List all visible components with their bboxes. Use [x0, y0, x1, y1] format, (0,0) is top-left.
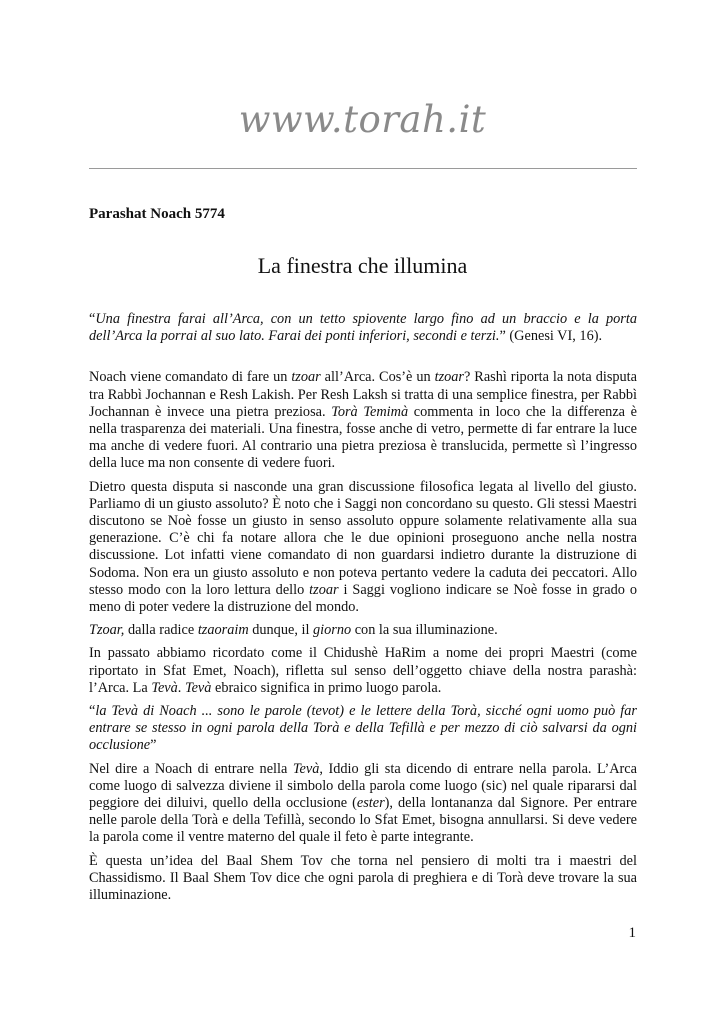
text-run-italic: giorno	[313, 622, 352, 639]
text-run-italic: Tevà	[184, 679, 212, 696]
text-run: ), della lontananza dal Signore. Per entrare nelle parole della Torà e della Tefillà, secondo lo Sfat Emet, bisogna annullarsi. Si deve vedere la parola come il ventre materno del quale il feto è parte integrante.	[89, 795, 637, 846]
article-body	[89, 311, 637, 910]
text-run: ebraico significa in primo luogo parola.	[211, 679, 442, 696]
parasha-label: Parashat Noach 5774	[89, 206, 225, 222]
text-run: dalla radice	[124, 622, 198, 639]
text-run: Noach viene comandato di fare un	[89, 369, 292, 386]
text-run: Dietro questa disputa si nasconde una gran discussione filosofica legata al livello del giusto. Parliamo di un giusto assoluto? È noto che i Saggi non concordano su questo. Gli stessi Maestri discutono se Noè fosse un giusto in senso assoluto oppure solamente relativamente alla sua generazione. C’è chi fa notare allora che le due opinioni proseguono anche nella nostra discussione. Lot infatti viene comandato di non guardarsi indietro durante la distruzione di Sodoma. Non era un giusto assoluto e non poteva pertanto vedere la caduta dei peccatori. Allo stesso modo con la loro lettura dello	[89, 478, 637, 598]
paragraph-1	[89, 369, 637, 472]
text-run-italic: ester	[356, 795, 385, 812]
text-run-italic: tzoar	[434, 369, 464, 386]
paragraph-4	[89, 645, 637, 697]
text-run: , Iddio gli sta dicendo di entrare nella parola. L’Arca come luogo di salvezza diviene il simbolo della parola come luogo (sic) nel quale ripararsi dal peggiore dei diluivi, quello della occlusione (	[89, 760, 637, 812]
text-run: i Saggi vogliono indicare se Noè fosse in grado o meno di poter vedere la distruzione del mondo.	[89, 581, 637, 616]
site-title: www.torah.it	[238, 98, 487, 141]
text-run: .	[177, 679, 185, 696]
article-title: La finestra che illumina	[257, 253, 468, 278]
paragraph-3	[89, 622, 637, 639]
text-run-italic: Tevà	[292, 760, 320, 777]
paragraph-5-quote	[89, 703, 637, 755]
text-run-italic: Tevà	[151, 679, 178, 696]
text-run-italic: la Tevà di Noach ... sono le parole (tevot) e le lettere della Torà, sicché ogni uomo può far entrare se stesso in ogni parola della Torà e della Tefillà e per mezzo di ciò salvarsi da ogni occlusione	[89, 703, 637, 754]
text-run-italic: tzoar	[309, 581, 339, 598]
text-run-italic: tzaoraim	[197, 622, 249, 639]
text-run: all’Arca. Cos’è un	[320, 369, 435, 386]
text-run: È questa un’idea del Baal Shem Tov che torna nel pensiero di molti tra i maestri del Chassidismo. Il Baal Shem Tov dice che ogni parola di preghiera e di Torà deve trovare la sua illuminazione.	[89, 852, 637, 904]
text-run: con la sua illuminazione.	[351, 622, 498, 639]
text-run: dunque, il	[248, 622, 313, 639]
text-run-italic: Torà Temimà	[331, 403, 409, 420]
paragraph-6	[89, 761, 637, 847]
text-run-italic: tzoar	[291, 369, 321, 386]
paragraph-7	[89, 853, 637, 905]
text-run-italic: Tzoar,	[89, 622, 125, 639]
text-run: ”	[150, 737, 157, 754]
text-run-italic: Una finestra farai all’Arca, con un tetto spiovente largo fino ad un braccio e la porta dell’Arca la porrai al suo lato. Farai dei ponti inferiori, secondi e terzi.	[89, 311, 637, 345]
text-run: commenta in loco che la differenza è nella trasparenza dei materiali. Una finestra, fosse anche di vetro, permette di far entrare la luce ma anche di vedere fuori. Al contrario una pietra preziosa è translucida, permette sì l’ingresso della luce ma non consente di vedere fuori.	[89, 403, 637, 472]
header-divider	[89, 168, 637, 169]
epigraph-paragraph	[89, 311, 637, 345]
text-run: Nel dire a Noach di entrare nella	[89, 760, 293, 777]
paragraph-2	[89, 479, 637, 617]
page-number: 1	[628, 925, 636, 941]
text-run: In passato abbiamo ricordato come il Chidushè HaRim a nome dei propri Maestri (come riportato in Sfat Emet, Noach), rifletta sul senso dell’oggetto chiave della nostra parashà: l’Arca. La	[89, 645, 637, 696]
text-run: ? Rashì riporta la nota disputa tra Rabbì Jochannan e Resh Lakish. Per Resh Laksh si tratta di una semplice finestra, per Rabbì Jochannan è invece una pietra preziosa.	[89, 369, 637, 420]
text-run: ” (Genesi VI, 16).	[499, 328, 603, 345]
text-run: “	[89, 703, 96, 720]
text-run: “	[89, 311, 96, 327]
